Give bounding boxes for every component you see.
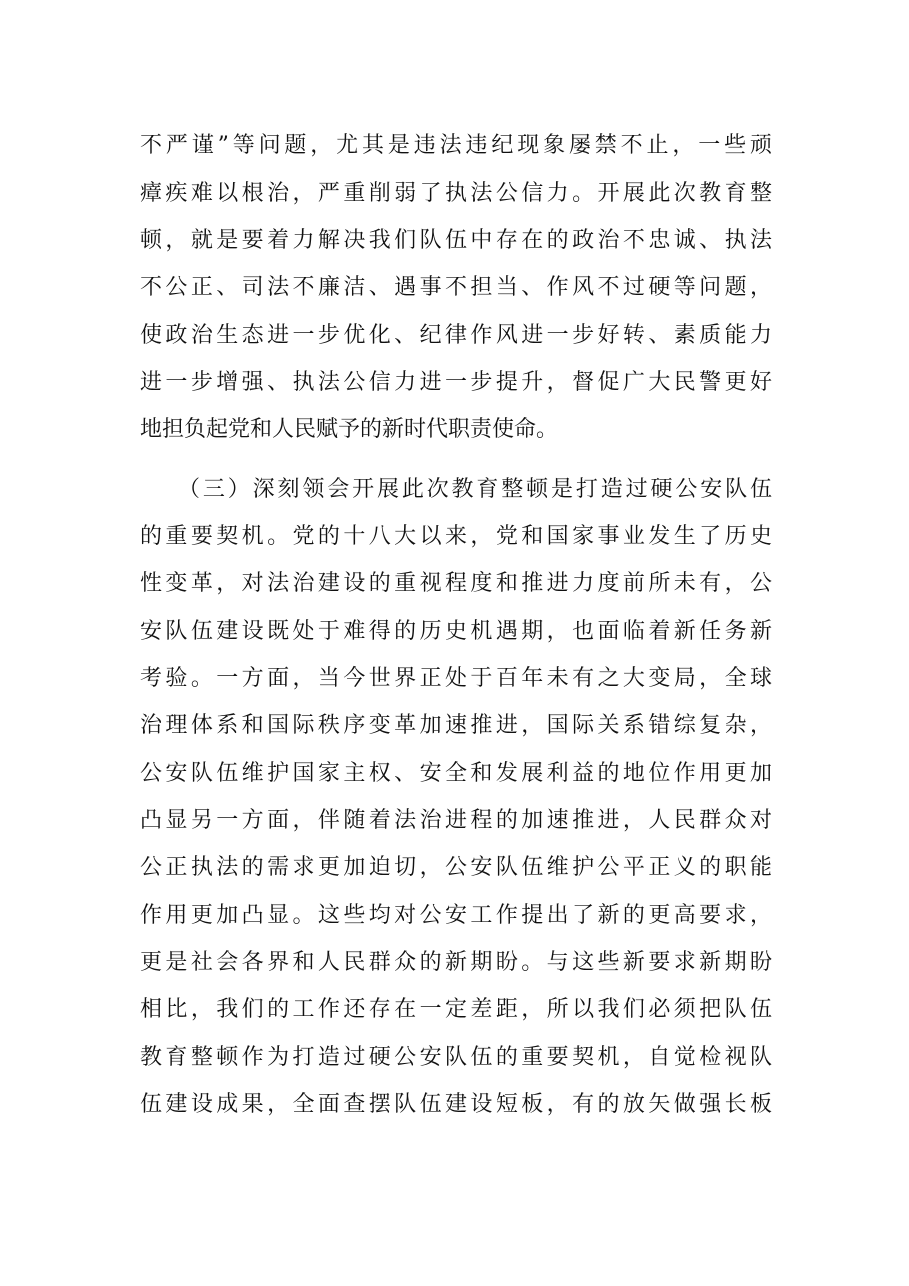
text-line: 性变革，对法治建设的重视程度和推进力度前所未有，公 <box>140 571 772 596</box>
text-line: 考验。一方面，当今世界正处于百年未有之大变局，全球 <box>140 666 772 691</box>
text-line: 瘴疾难以根治，严重削弱了执法公信力。开展此次教育整 <box>140 181 772 206</box>
text-line: 地担负起党和人民赋予的新时代职责使命。 <box>140 417 559 442</box>
text-line: 教育整顿作为打造过硬公安队伍的重要契机，自觉检视队 <box>140 1045 772 1070</box>
text-line: 进一步增强、执法公信力进一步提升，督促广大民警更好 <box>140 370 772 395</box>
text-line: 凸显另一方面，伴随着法治进程的加速推进，人民群众对 <box>140 808 772 833</box>
text-line: 公安队伍维护国家主权、安全和发展利益的地位作用更加 <box>140 761 772 786</box>
text-line: 相比，我们的工作还存在一定差距，所以我们必须把队伍 <box>140 997 772 1022</box>
text-line: 公正执法的需求更加迫切，公安队伍维护公平正义的职能 <box>140 855 772 880</box>
text-line: 安队伍建设既处于难得的历史机遇期，也面临着新任务新 <box>140 619 772 644</box>
text-line: 治理体系和国际秩序变革加速推进，国际关系错综复杂， <box>140 713 772 738</box>
text-line: 作用更加凸显。这些均对公安工作提出了新的更高要求， <box>140 903 772 928</box>
text-line: 使政治生态进一步优化、纪律作风进一步好转、素质能力 <box>140 323 772 348</box>
text-line: 的重要契机。党的十八大以来，党和国家事业发生了历史 <box>140 524 772 549</box>
text-line: 顿，就是要着力解决我们队伍中存在的政治不忠诚、执法 <box>140 228 772 253</box>
text-line: （三）深刻领会开展此次教育整顿是打造过硬公安队伍 <box>178 477 772 502</box>
text-line: 不严谨”等问题，尤其是违法违纪现象屡禁不止，一些顽 <box>140 133 772 158</box>
text-line: 不公正、司法不廉洁、遇事不担当、作风不过硬等问题， <box>140 275 772 300</box>
text-line: 更是社会各界和人民群众的新期盼。与这些新要求新期盼 <box>140 950 772 975</box>
text-line: 伍建设成果，全面查摆队伍建设短板，有的放矢做强长板 <box>140 1092 772 1117</box>
